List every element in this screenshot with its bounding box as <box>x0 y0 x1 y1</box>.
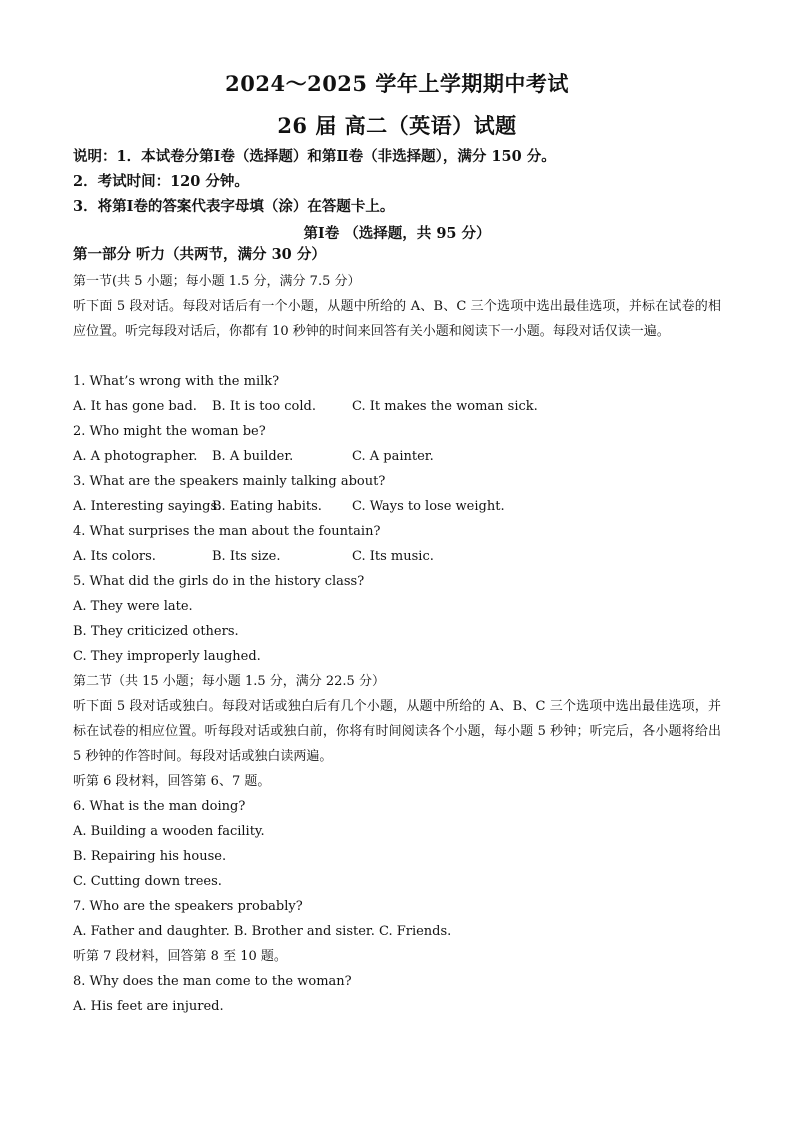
material-7-heading: 听第 7 段材料，回答第 8 至 10 题。 <box>73 949 287 964</box>
question-4-option-b: B. Its size. <box>212 549 281 564</box>
question-5-option-b: B. They criticized others. <box>73 624 239 639</box>
question-3-stem: 3. What are the speakers mainly talking about? <box>73 474 386 489</box>
question-4-stem: 4. What surprises the man about the fountain? <box>73 524 381 539</box>
question-6-option-a: A. Building a wooden facility. <box>73 824 265 839</box>
instruction-line-2: 2．考试时间：120 分钟。 <box>73 173 249 190</box>
question-4-option-a: A. Its colors. <box>73 549 156 564</box>
material-6-heading: 听第 6 段材料，回答第 6、7 题。 <box>73 774 271 789</box>
question-8-option-a: A. His feet are injured. <box>73 999 224 1014</box>
part1-title: 第一部分 听力（共两节，满分 30 分） <box>73 246 326 263</box>
section1-title: 第一节(共 5 小题；每小题 1.5 分，满分 7.5 分） <box>73 274 361 289</box>
section1-directions: 听下面 5 段对话。每段对话后有一个小题，从题中所给的 A、B、C 三个选项中选出最佳选项，并标在试卷的相应位置。听完每段对话后，你都有 10 秒钟的时间来回答有关小题和阅读下一小题。每段对话仅读一遍。 <box>73 299 721 339</box>
question-3-option-a: A. Interesting sayings. <box>73 499 222 514</box>
question-2-option-c: C. A painter. <box>352 449 434 464</box>
question-6-stem: 6. What is the man doing? <box>73 799 246 814</box>
question-1-option-b: B. It is too cold. <box>212 399 316 414</box>
question-5-option-c: C. They improperly laughed. <box>73 649 261 664</box>
question-3-option-c: C. Ways to lose weight. <box>352 499 505 514</box>
question-1-stem: 1. What’s wrong with the milk? <box>73 374 280 389</box>
question-2-stem: 2. Who might the woman be? <box>73 424 266 439</box>
question-3-option-b: B. Eating habits. <box>212 499 322 514</box>
question-2-option-b: B. A builder. <box>212 449 294 464</box>
question-1-option-a: A. It has gone bad. <box>73 399 197 414</box>
question-5-option-a: A. They were late. <box>73 599 193 614</box>
question-1-option-c: C. It makes the woman sick. <box>352 399 538 414</box>
instruction-line-3: 3．将第Ⅰ卷的答案代表字母填（涂）在答题卡上。 <box>73 198 395 215</box>
section2-directions: 听下面 5 段对话或独白。每段对话或独白后有几个小题，从题中所给的 A、B、C 三个选项中选出最佳选项，并标在试卷的相应位置。听每段对话或独白前，你将有时间阅读各个小题，每小题 5 秒钟；听完后，各小题将给出 5 秒钟的作答时间。每段对话或独白读两遍。 <box>73 699 721 764</box>
exam-subtitle: 26 届 高二（英语）试题 <box>277 113 517 138</box>
question-5-stem: 5. What did the girls do in the history class? <box>73 574 365 589</box>
question-7-options: A. Father and daughter. B. Brother and sister. C. Friends. <box>73 924 452 939</box>
section2-title: 第二节（共 15 小题；每小题 1.5 分，满分 22.5 分） <box>73 674 385 689</box>
question-4-option-c: C. Its music. <box>352 549 434 564</box>
volume1-title: 第Ⅰ卷 （选择题，共 95 分） <box>303 225 491 242</box>
question-6-option-c: C. Cutting down trees. <box>73 874 222 889</box>
instruction-line-1: 说明：1．本试卷分第Ⅰ卷（选择题）和第Ⅱ卷（非选择题），满分 150 分。 <box>73 148 556 165</box>
question-8-stem: 8. Why does the man come to the woman? <box>73 974 352 989</box>
question-2-option-a: A. A photographer. <box>73 449 198 464</box>
question-6-option-b: B. Repairing his house. <box>73 849 227 864</box>
question-7-stem: 7. Who are the speakers probably? <box>73 899 303 914</box>
exam-title: 2024～2025 学年上学期期中考试 <box>225 71 569 96</box>
